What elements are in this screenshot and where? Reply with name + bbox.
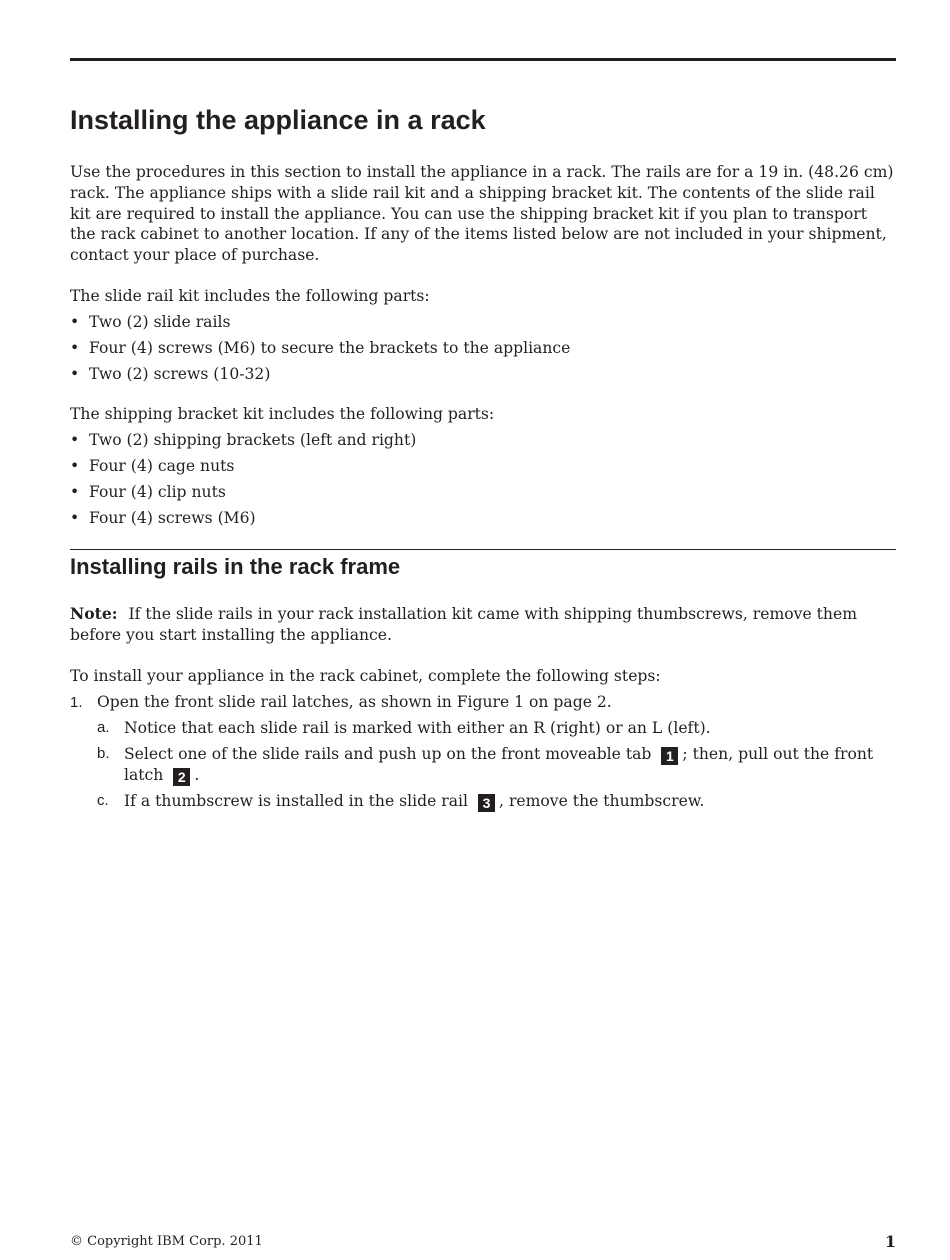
list-item: • Two (2) screws (10-32): [70, 364, 896, 390]
substep-text: Select one of the slide rails and push up on the front moveable tab: [124, 744, 652, 763]
steps-lead: To install your appliance in the rack cabinet, complete the following steps:: [70, 667, 661, 685]
slide-rail-kit-lead: The slide rail kit includes the following parts:: [70, 287, 430, 305]
intro-paragraph: Use the procedures in this section to install the appliance in a rack. The rails are for a 19 in. (48.26 cm) rack. The appliance ships with a slide rail kit and a shipping bracket kit. The contents of the slide rail kit are required to install the appliance. You can use the shipping bracket kit if you plan to transport the rack cabinet to another location. If any of the items listed below are not included in your shipment, contact your place of purchase.: [70, 163, 894, 265]
list-item: • Four (4) cage nuts: [70, 456, 896, 482]
substep-letter: b.: [97, 744, 110, 762]
substep-text: If a thumbscrew is installed in the slide rail: [124, 791, 469, 810]
note-label: Note:: [70, 604, 118, 623]
substep-letter: c.: [97, 791, 109, 809]
substep-b: [97, 744, 887, 786]
substep-text: .: [194, 765, 200, 784]
slide-rail-kit-list: [70, 312, 896, 390]
step-text: Open the front slide rail latches, as shown in Figure 1 on page 2.: [97, 693, 612, 711]
note: [70, 604, 896, 646]
top-rule: [70, 58, 896, 61]
step-number: 1.: [70, 694, 83, 711]
list-item: • Four (4) clip nuts: [70, 482, 896, 508]
list-item: • Two (2) slide rails: [70, 312, 896, 338]
page-title: Installing the appliance in a rack: [70, 105, 486, 135]
substep-text: Notice that each slide rail is marked with either an R (right) or an L (left).: [124, 719, 711, 737]
shipping-kit-list: [70, 430, 896, 534]
callout-1: 1: [661, 747, 678, 765]
list-item: • Four (4) screws (M6): [70, 508, 896, 534]
callout-2: 2: [173, 768, 190, 786]
shipping-kit-lead: The shipping bracket kit includes the following parts:: [70, 405, 495, 423]
list-item: • Four (4) screws (M6) to secure the brackets to the appliance: [70, 338, 896, 364]
section-title: Installing rails in the rack frame: [70, 554, 401, 579]
note-text: If the slide rails in your rack installation kit came with shipping thumbscrews, remove them before you start installing the appliance.: [70, 605, 857, 644]
substeps-list: [97, 718, 887, 817]
copyright: © Copyright IBM Corp. 2011: [70, 1234, 263, 1249]
substep-text: ; then, pull out the front latch: [124, 744, 874, 784]
page-number: 1: [884, 1232, 896, 1251]
substep-a: [97, 718, 887, 739]
list-item: • Two (2) shipping brackets (left and right): [70, 430, 896, 456]
substep-letter: a.: [97, 719, 110, 736]
substep-text: , remove the thumbscrew.: [499, 791, 705, 810]
substep-c: [97, 791, 887, 812]
step-1: [70, 692, 896, 714]
callout-3: 3: [478, 794, 495, 812]
